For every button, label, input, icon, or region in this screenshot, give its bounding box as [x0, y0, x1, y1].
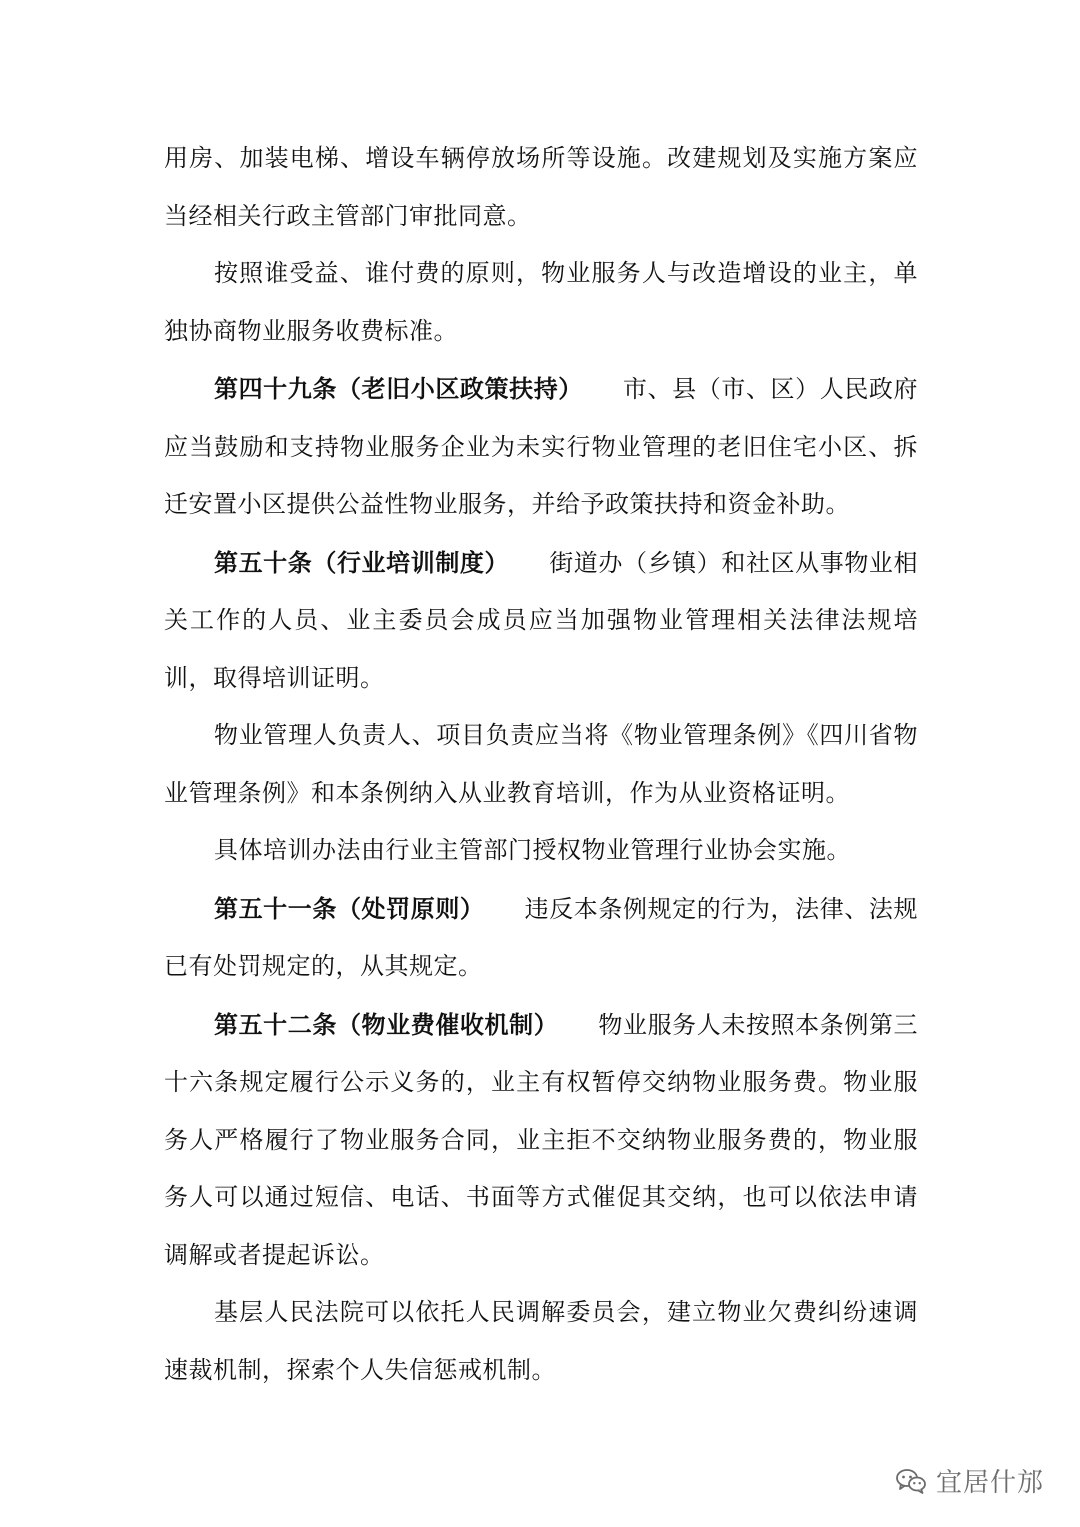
paragraph — [164, 822, 918, 880]
article-heading: 第四十九条（老旧小区政策扶持） — [214, 374, 583, 403]
paragraph-text: 物业服务人未按照本条例第三十六条规定履行公示义务的，业主有权暂停交纳物业服务费。物业服务人严格履行了物业服务合同，业主拒不交纳物业服务费的，物业服务人可以通过短信、电话、书面等方式催促其交纳，也可以依法申请调解或者提起诉讼。 — [164, 1010, 918, 1269]
watermark — [896, 1462, 1044, 1499]
paragraph-text: 按照谁受益、谁付费的原则，物业服务人与改造增设的业主，单独协商物业服务收费标准。 — [164, 259, 918, 345]
paragraph-text: 具体培训办法由行业主管部门授权物业管理行业协会实施。 — [214, 836, 851, 864]
watermark-text: 宜居什邡 — [935, 1468, 1044, 1498]
article-heading: 第五十一条（处罚原则） — [214, 893, 485, 923]
paragraph — [164, 707, 918, 822]
paragraph — [164, 245, 918, 360]
article-51 — [164, 880, 918, 996]
wechat-icon — [896, 1468, 926, 1494]
paragraph-text: 市、县（市、区）人民政府应当鼓励和支持物业服务企业为未实行物业管理的老旧住宅小区、拆迁安置小区提供公益性物业服务，并给予政策扶持和资金补助。 — [164, 375, 919, 518]
article-heading: 第五十二条（物业费催收机制） — [214, 1009, 559, 1039]
paragraph — [164, 130, 918, 245]
document-body — [164, 130, 918, 1399]
paragraph — [164, 1284, 918, 1399]
article-50 — [164, 534, 918, 708]
paragraph-text: 物业管理人负责人、项目负责应当将《物业管理条例》《四川省物业管理条例》和本条例纳入从业教育培训，作为从业资格证明。 — [164, 721, 918, 807]
paragraph-text: 违反本条例规定的行为，法律、法规已有处罚规定的，从其规定。 — [164, 894, 919, 980]
paragraph-text: 用房、加装电梯、增设车辆停放场所等设施。改建规划及实施方案应当经相关行政主管部门审批同意。 — [164, 144, 918, 230]
paragraph-text: 街道办（乡镇）和社区从事物业相关工作的人员、业主委员会成员应当加强物业管理相关法律法规培训，取得培训证明。 — [164, 548, 919, 692]
article-52 — [164, 996, 918, 1285]
article-49 — [164, 360, 918, 534]
paragraph-text: 基层人民法院可以依托人民调解委员会，建立物业欠费纠纷速调速裁机制，探索个人失信惩戒机制。 — [164, 1298, 918, 1384]
article-heading: 第五十条（行业培训制度） — [214, 547, 510, 577]
